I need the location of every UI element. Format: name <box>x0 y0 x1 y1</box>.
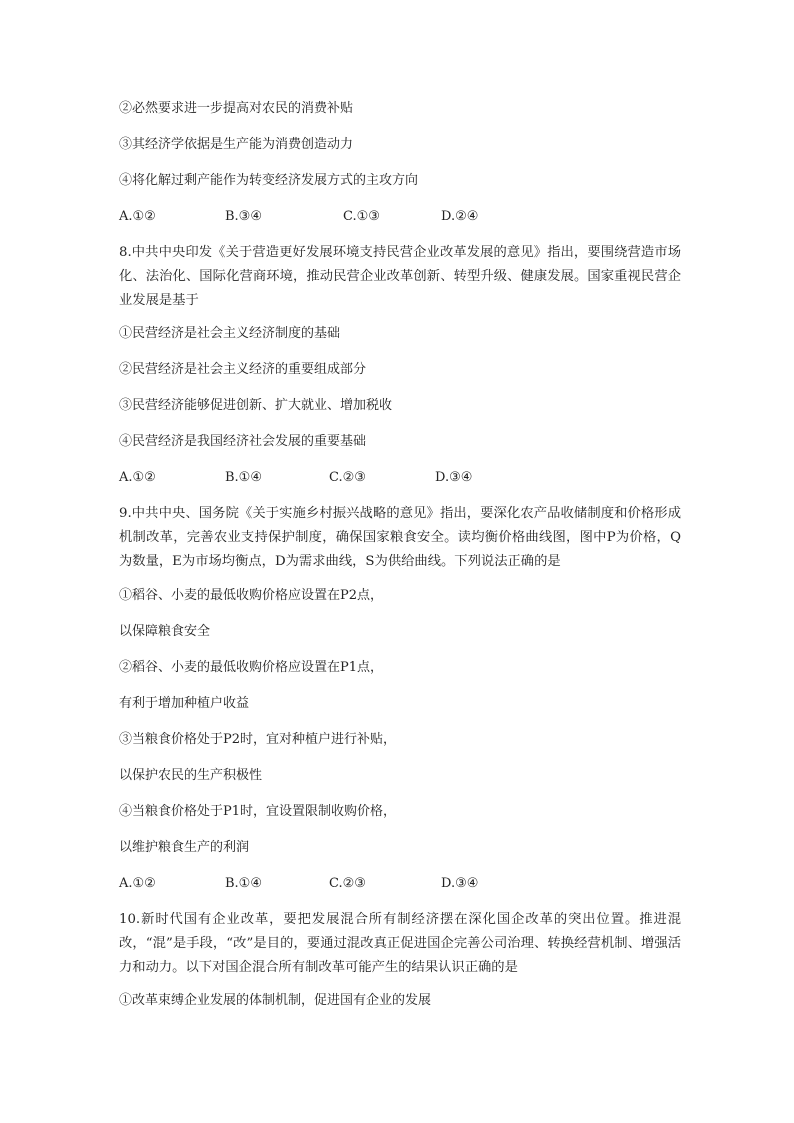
q8-option-4: ④民营经济是我国经济社会发展的重要基础 <box>119 434 367 449</box>
q9-option-1a: ①稻谷、小麦的最低收购价格应设置在P2点， <box>119 588 384 603</box>
q8-option-2: ②民营经济是社会主义经济的重要组成部分 <box>119 362 367 377</box>
q8-choice-b: B.①④ <box>225 470 262 485</box>
q8-choice-d: D.③④ <box>435 470 473 485</box>
q7-choice-d: D.②④ <box>441 209 479 224</box>
q9-option-3a: ③当粮食价格处于P2时，宜对种植户进行补贴， <box>119 732 397 747</box>
q7-option-2: ②必然要求进一步提高对农民的消费补贴 <box>119 101 354 116</box>
q10-stem: 10.新时代国有企业改革，要把发展混合所有制经济摆在深化国企改革的突出位置。推进混改，“混”是手段，“改”是目的，要通过混改真正促进国企完善公司治理、转换经营机制、增强活力和动力。以下对国企混合所有制改革可能产生的结果认识正确的是 <box>119 912 681 975</box>
q9-option-2b: 有利于增加种植户收益 <box>119 696 250 711</box>
q9-choice-d: D.③④ <box>441 876 479 891</box>
q9-option-2a: ②稻谷、小麦的最低收购价格应设置在P1点， <box>119 660 384 675</box>
q9-stem: 9.中共中央、国务院《关于实施乡村振兴战略的意见》指出，要深化农产品收储制度和价格形成机制改革，完善农业支持保护制度，确保国家粮食安全。读均衡价格曲线图，图中P为价格，Q为数量，E为市场均衡点，D为需求曲线，S为供给曲线。下列说法正确的是 <box>119 506 681 569</box>
q9-option-3b: 以保护农民的生产积极性 <box>119 768 263 783</box>
q9-choice-b: B.①④ <box>225 876 262 891</box>
q7-option-3: ③其经济学依据是生产能为消费创造动力 <box>119 137 354 152</box>
q9-option-4b: 以维护粮食生产的利润 <box>119 840 250 855</box>
q7-option-4: ④将化解过剩产能作为转变经济发展方式的主攻方向 <box>119 173 419 188</box>
q8-stem: 8.中共中央印发《关于营造更好发展环境支持民营企业改革发展的意见》指出，要围绕营造市场化、法治化、国际化营商环境，推动民营企业改革创新、转型升级、健康发展。国家重视民营企业发展是基于 <box>119 245 681 308</box>
q9-choice-a: A.①② <box>119 876 156 891</box>
q9-option-4a: ④当粮食价格处于P1时，宜设置限制收购价格， <box>119 804 397 819</box>
q9-option-1b: 以保障粮食安全 <box>119 624 211 639</box>
q7-choice-a: A.①② <box>119 209 156 224</box>
q7-choice-c: C.①③ <box>343 209 380 224</box>
q8-choice-c: C.②③ <box>329 470 366 485</box>
q9-choice-c: C.②③ <box>329 876 366 891</box>
q10-option-1: ①改革束缚企业发展的体制机制，促进国有企业的发展 <box>119 993 432 1008</box>
q7-choice-b: B.③④ <box>225 209 262 224</box>
q8-option-1: ①民营经济是社会主义经济制度的基础 <box>119 326 341 341</box>
q8-option-3: ③民营经济能够促进创新、扩大就业、增加税收 <box>119 398 393 413</box>
q8-choice-a: A.①② <box>119 470 156 485</box>
